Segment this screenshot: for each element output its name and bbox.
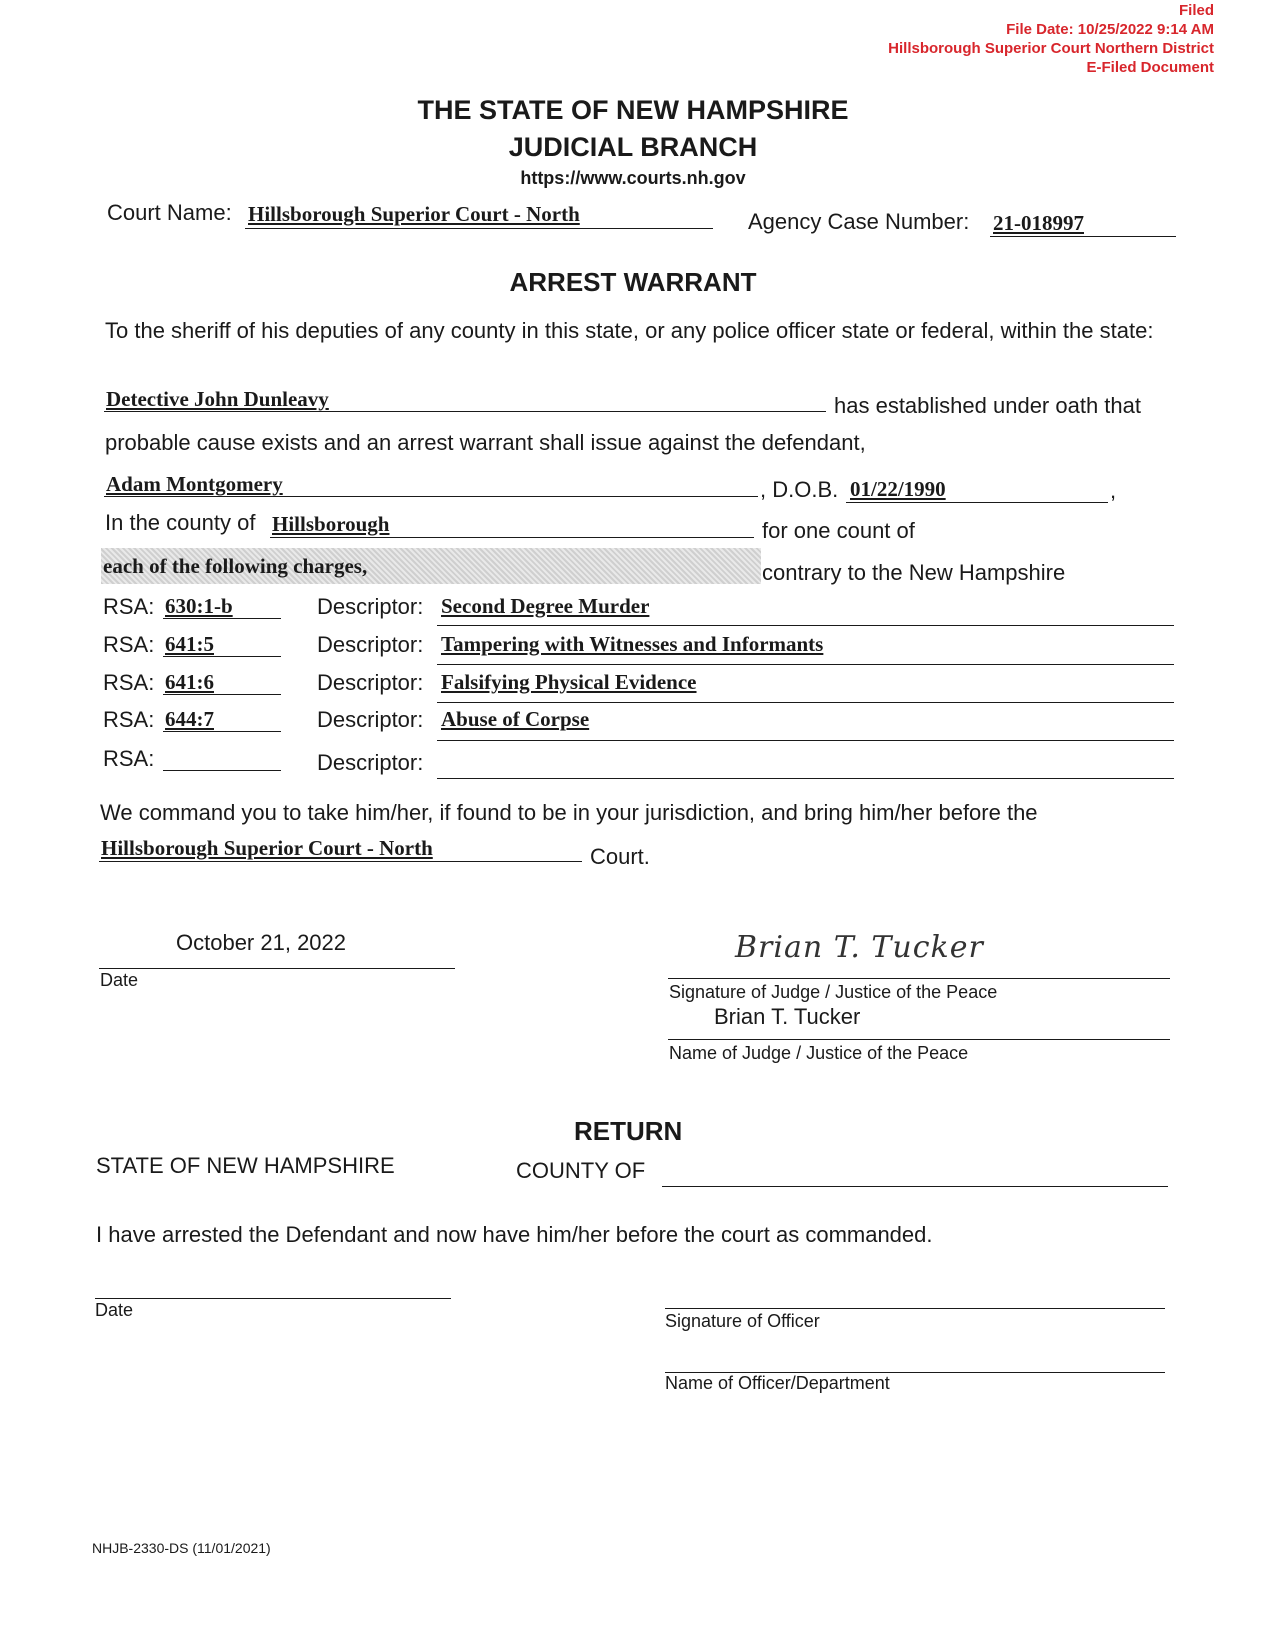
dob-label: , D.O.B.	[760, 477, 839, 502]
descriptor-value: Falsifying Physical Evidence	[441, 670, 697, 694]
arrest-text: I have arrested the Defendant and now have him/her before the court as commanded.	[96, 1222, 933, 1247]
return-county-label: COUNTY OF	[516, 1158, 646, 1183]
rsa-label: RSA:	[103, 746, 155, 771]
contrary-text: contrary to the New Hampshire	[762, 560, 1066, 585]
stamp-efiled: E-Filed Document	[1086, 59, 1214, 76]
command-court: Hillsborough Superior Court - North	[101, 836, 433, 860]
descriptor-line	[437, 740, 1174, 741]
rsa-label: RSA:	[103, 670, 155, 695]
descriptor-label: Descriptor:	[317, 670, 424, 695]
return-date-label: Date	[95, 1300, 134, 1320]
command-court-line	[99, 861, 582, 862]
rsa-line	[163, 770, 281, 771]
return-state: STATE OF NEW HAMPSHIRE	[96, 1153, 395, 1178]
descriptor-label: Descriptor:	[317, 750, 424, 775]
filed-stamp	[888, 1, 1214, 77]
agency-case-label: Agency Case Number:	[748, 209, 970, 234]
county-value: Hillsborough	[272, 512, 390, 536]
court-name-label: Court Name:	[107, 200, 232, 225]
descriptor-line	[437, 625, 1174, 626]
rsa-line	[163, 656, 281, 657]
date-value: October 21, 2022	[176, 930, 347, 955]
warrant-title: ARREST WARRANT	[509, 267, 757, 297]
charges-text: each of the following charges,	[103, 554, 368, 578]
probable-cause-text: probable cause exists and an arrest warrant shall issue against the defendant,	[105, 430, 866, 455]
agency-case-number: 21-018997	[993, 211, 1084, 235]
court-word: Court.	[590, 844, 650, 869]
defendant-line	[104, 496, 758, 497]
rsa-line	[163, 731, 281, 732]
court-url: https://www.courts.nh.gov	[520, 168, 746, 188]
rsa-label: RSA:	[103, 632, 155, 657]
court-name-line	[245, 228, 713, 229]
judge-name-line	[668, 1039, 1170, 1040]
rsa-value: 641:6	[165, 670, 214, 694]
date-line	[99, 968, 455, 969]
return-date-line	[95, 1298, 451, 1299]
county-line	[270, 537, 754, 538]
rsa-value: 630:1-b	[165, 594, 233, 618]
judge-name-label: Name of Judge / Justice of the Peace	[669, 1043, 969, 1063]
descriptor-line	[437, 664, 1174, 665]
intro-text: To the sheriff of his deputies of any county in this state, or any police officer state or federal, within the state:	[105, 318, 1154, 343]
rsa-value: 641:5	[165, 632, 214, 656]
county-label: In the county of	[105, 510, 256, 535]
rsa-line	[163, 618, 281, 619]
defendant-name: Adam Montgomery	[106, 472, 283, 496]
command-text: We command you to take him/her, if found to be in your jurisdiction, and bring him/her before the	[100, 800, 1038, 825]
agency-case-line	[990, 236, 1176, 237]
branch-heading: JUDICIAL BRANCH	[508, 132, 758, 162]
oath-text: has established under oath that	[834, 393, 1142, 418]
signature-line	[668, 978, 1170, 979]
dob-value: 01/22/1990	[850, 477, 946, 501]
rsa-line	[163, 694, 281, 695]
court-name-value: Hillsborough Superior Court - North	[248, 202, 580, 226]
signature-label: Signature of Judge / Justice of the Peace	[669, 982, 998, 1002]
stamp-court: Hillsborough Superior Court Northern District	[888, 40, 1214, 57]
date-label: Date	[100, 970, 139, 990]
form-id: NHJB-2330-DS (11/01/2021)	[92, 1540, 271, 1556]
stamp-file-date: File Date: 10/25/2022 9:14 AM	[1006, 21, 1214, 38]
officer-signature-label: Signature of Officer	[665, 1311, 820, 1331]
dob-comma: ,	[1110, 478, 1117, 503]
officer-name: Detective John Dunleavy	[106, 387, 329, 411]
dob-line	[846, 502, 1108, 503]
judge-signature: Brian T. Tucker	[735, 930, 984, 965]
rsa-label: RSA:	[103, 594, 155, 619]
return-county-line	[662, 1186, 1168, 1187]
descriptor-line	[437, 702, 1174, 703]
descriptor-value: Abuse of Corpse	[441, 707, 590, 731]
return-title: RETURN	[574, 1116, 683, 1146]
count-text: for one count of	[762, 518, 915, 543]
state-heading: THE STATE OF NEW HAMPSHIRE	[417, 95, 849, 125]
stamp-filed: Filed	[1178, 2, 1214, 19]
officer-line	[104, 411, 826, 412]
officer-signature-line	[665, 1308, 1165, 1309]
rsa-value: 644:7	[165, 707, 214, 731]
descriptor-label: Descriptor:	[317, 594, 424, 619]
judge-name: Brian T. Tucker	[714, 1004, 861, 1029]
descriptor-label: Descriptor:	[317, 707, 424, 732]
descriptor-value: Tampering with Witnesses and Informants	[441, 632, 824, 656]
descriptor-line	[437, 778, 1174, 779]
officer-name-label: Name of Officer/Department	[665, 1373, 890, 1393]
descriptor-value: Second Degree Murder	[441, 594, 650, 618]
descriptor-label: Descriptor:	[317, 632, 424, 657]
rsa-label: RSA:	[103, 707, 155, 732]
